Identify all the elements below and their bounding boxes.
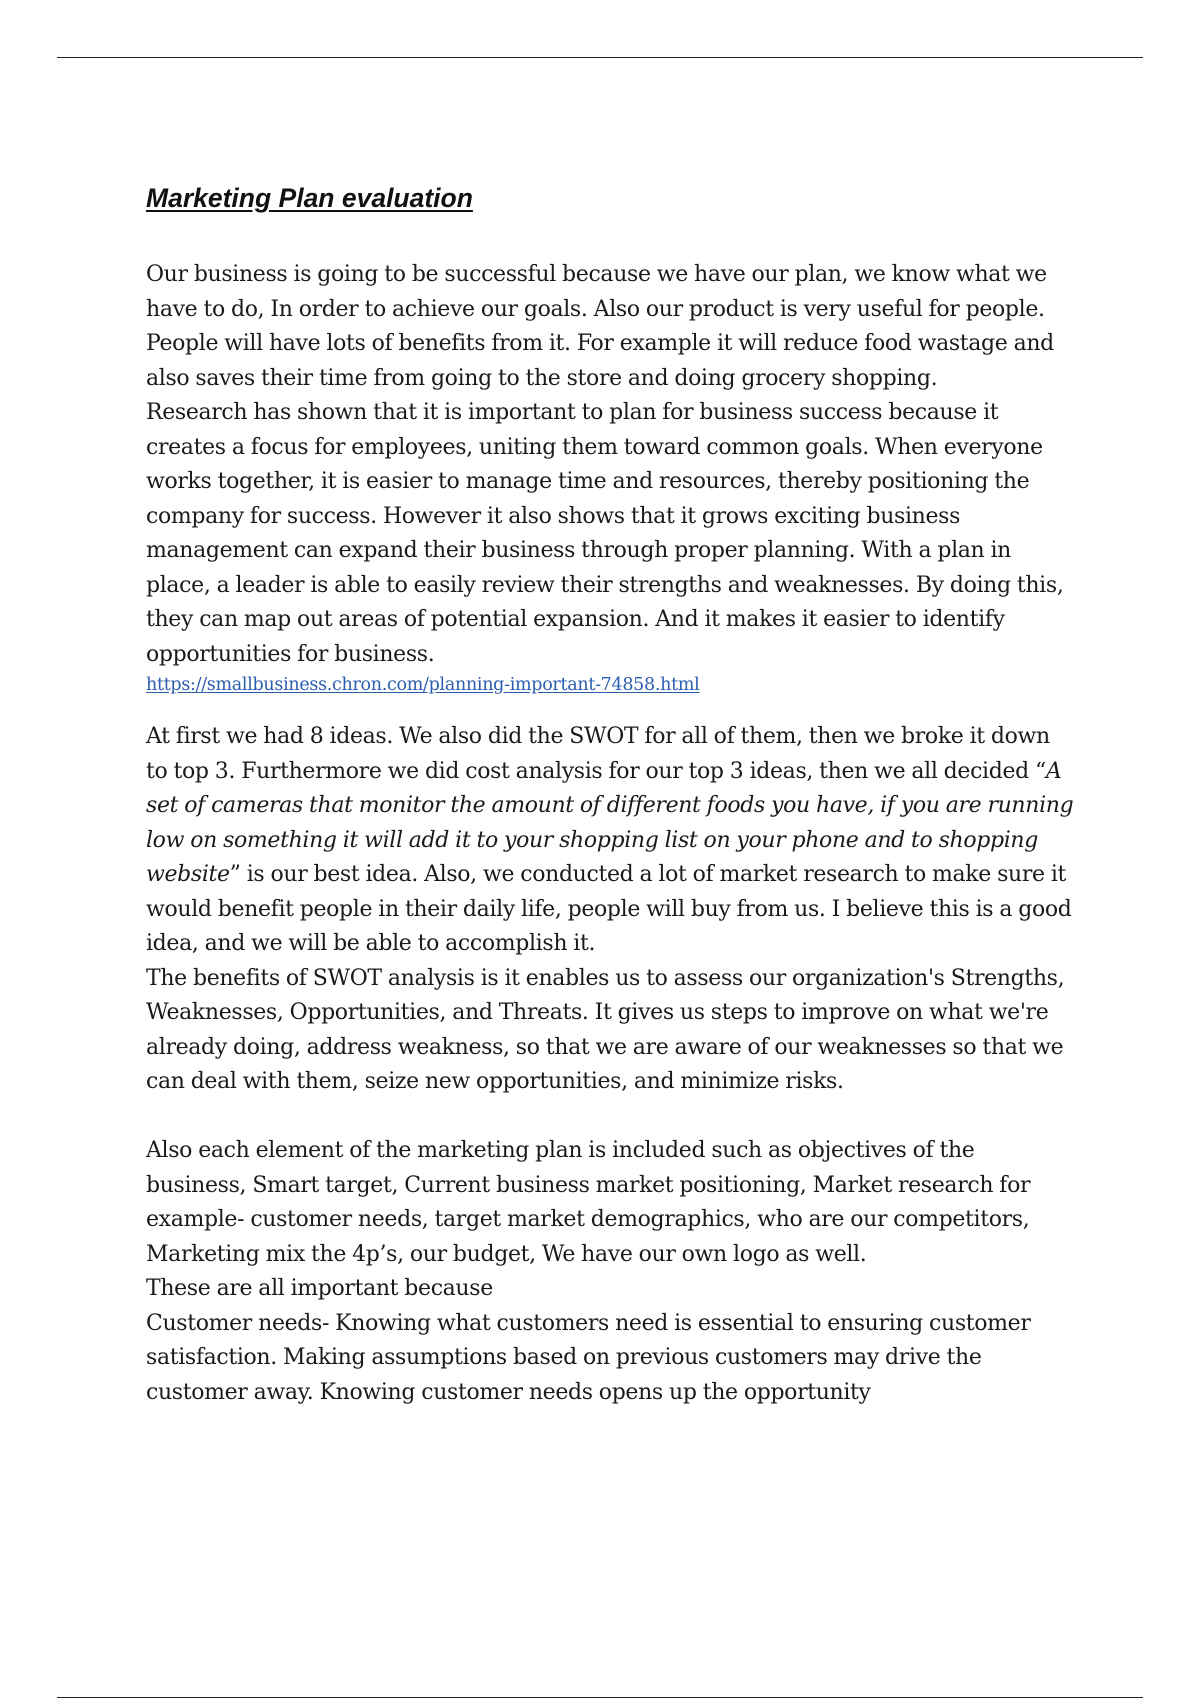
paragraph-swot: The benefits of SWOT analysis is it enables us to assess our organization's Strengths, Weaknesses, Opportunities, and Threats. It gives us steps to improve on what we're already doing, address weakness, so that we are aware of our weaknesses so that we can deal with them, seize new opportunities, and minimize risks. xyxy=(146,965,1065,1094)
ideas-intro-text: At first we had 8 ideas. We also did the SWOT for all of them, then we broke it down to top 3. Furthermore we did cost analysis for our top 3 ideas, then we all decided “ xyxy=(146,724,1050,784)
ideas-rest-text: ” is our best idea. Also, we conducted a lot of market research to make sure it would benefit people in their daily life, people will buy from us. I believe this is a good idea, and we will be able to accomplish it. xyxy=(146,862,1072,956)
page-bottom-rule xyxy=(57,1697,1143,1698)
paragraph-importance: These are all important because xyxy=(146,1276,493,1301)
paragraph-ideas xyxy=(146,720,1076,962)
document-title: Marketing Plan evaluation xyxy=(146,183,473,213)
page-top-rule xyxy=(57,57,1143,58)
spacer xyxy=(146,698,1076,720)
paragraph-success: Our business is going to be successful because we have our plan, we know what we have to do, In order to achieve our goals. Also our product is very useful for people. People will have lots of benefits from it. For example it will reduce food wastage and also saves their time from going to the store and doing grocery shopping. xyxy=(146,262,1054,391)
spacer xyxy=(146,1100,1076,1135)
document-body xyxy=(146,180,1076,1410)
paragraph-customer-needs: Customer needs- Knowing what customers need is essential to ensuring customer satisfaction. Making assumptions based on previous customers may drive the customer away. Knowing customer needs opens up the opportunity xyxy=(146,1310,1031,1405)
paragraph-elements: Also each element of the marketing plan is included such as objectives of the business, Smart target, Current business market positioning, Market research for example- customer needs, target market demographics, who are our competitors, Marketing mix the 4p’s, our budget, We have our own logo as well. xyxy=(146,1138,1031,1267)
source-link[interactable]: https://smallbusiness.chron.com/planning-important-74858.html xyxy=(146,675,700,695)
best-idea-quote: A set of cameras that monitor the amount of different foods you have, if you are running low on something it will add it to your shopping list on your phone and to shopping website xyxy=(146,758,1074,887)
paragraph-research: Research has shown that it is important to plan for business success because it creates a focus for employees, uniting them toward common goals. When everyone works together, it is easier to manage time and resources, thereby positioning the company for success. However it also shows that it grows exciting business management can expand their business through proper planning. With a plan in place, a leader is able to easily review their strengths and weaknesses. By doing this, they can map out areas of potential expansion. And it makes it easier to identify opportunities for business. xyxy=(146,400,1064,667)
spacer xyxy=(146,216,1076,258)
